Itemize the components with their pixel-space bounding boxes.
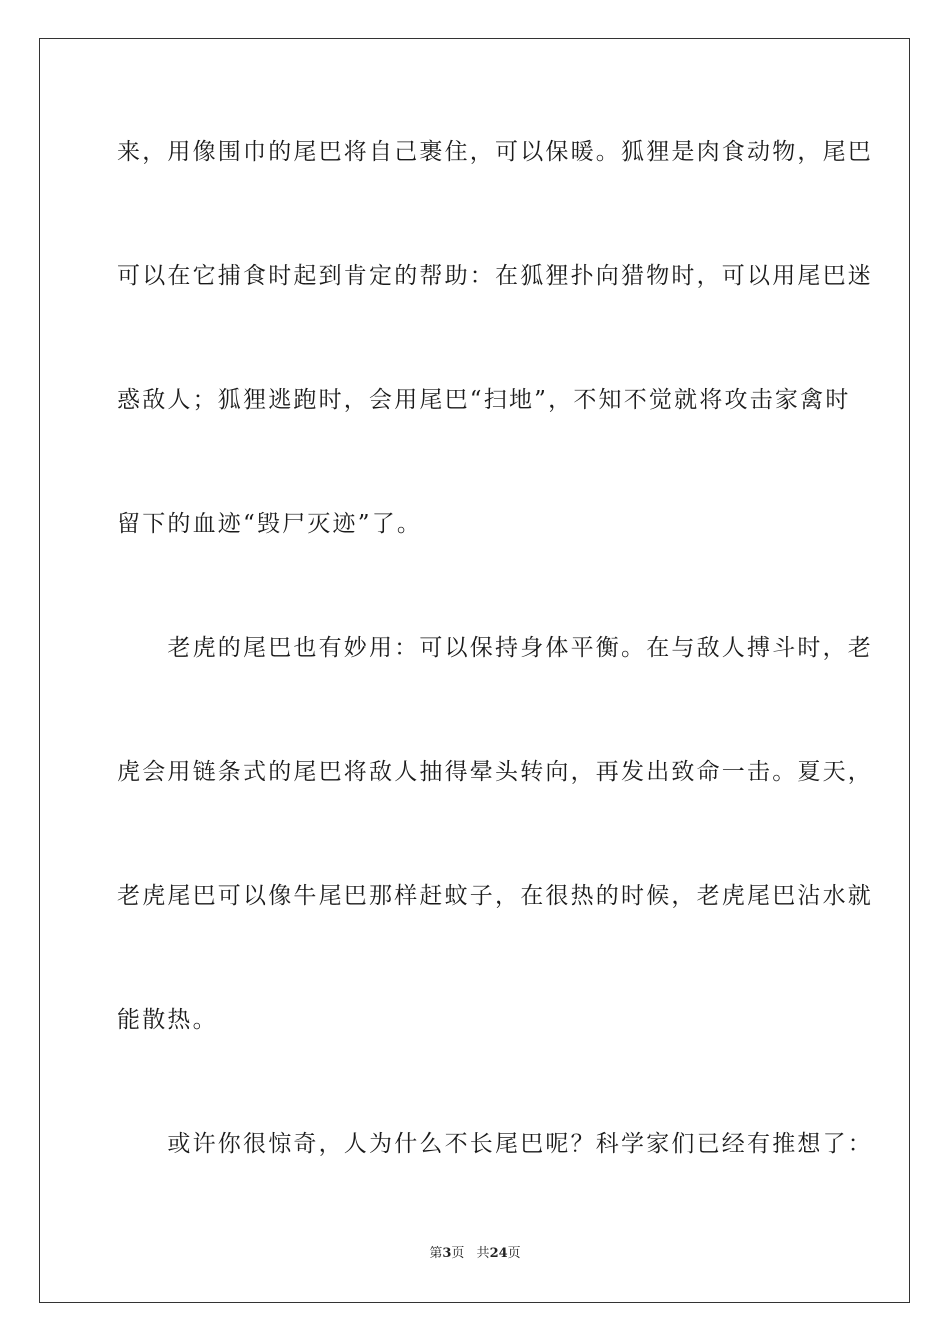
body-text-line: 惑敌人；狐狸逃跑时，会用尾巴“扫地”，不知不觉就将攻击家禽时 (117, 387, 851, 413)
body-text-line: 来，用像围巾的尾巴将自己裹住，可以保暖。狐狸是肉食动物，尾巴 (117, 139, 873, 165)
body-text-line: 能散热。 (117, 1007, 218, 1033)
body-text-line: 或许你很惊奇，人为什么不长尾巴呢？科学家们已经有推想了： (117, 1131, 873, 1157)
body-text-line: 虎会用链条式的尾巴将敌人抽得晕头转向，再发出致命一击。夏天， (117, 759, 873, 785)
body-text-line: 留下的血迹“毁尸灭迹”了。 (117, 511, 423, 537)
body-text-line: 老虎尾巴可以像牛尾巴那样赶蚊子，在很热的时候，老虎尾巴沾水就 (117, 883, 873, 909)
page-footer (0, 1245, 950, 1263)
body-text-line: 可以在它捕食时起到肯定的帮助：在狐狸扑向猎物时，可以用尾巴迷 (117, 263, 873, 289)
page-border (39, 38, 910, 1303)
page-indicator: 第3页 (429, 1246, 465, 1261)
current-page-number: 3 (442, 1246, 452, 1261)
total-pages-indicator: 共24页 (476, 1246, 521, 1261)
body-text-line: 老虎的尾巴也有妙用：可以保持身体平衡。在与敌人搏斗时，老 (117, 635, 873, 661)
total-page-count: 24 (489, 1246, 508, 1261)
